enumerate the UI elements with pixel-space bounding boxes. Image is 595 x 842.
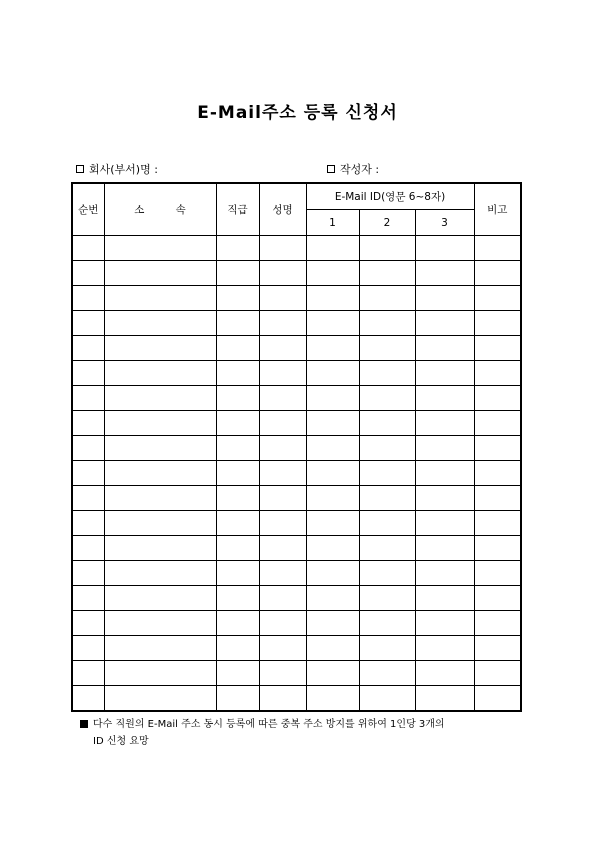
header-rank: 직급 [216, 183, 259, 236]
table-cell[interactable] [216, 236, 259, 261]
table-cell[interactable] [306, 361, 359, 386]
table-cell[interactable] [415, 561, 474, 586]
table-cell[interactable] [259, 536, 306, 561]
table-cell[interactable] [72, 661, 104, 686]
table-cell[interactable] [259, 561, 306, 586]
table-cell[interactable] [216, 311, 259, 336]
note-text-1: 다수 직원의 E-Mail 주소 동시 등록에 따른 중복 주소 방지를 위하여 1인당 3개의 [93, 719, 445, 730]
table-row [72, 561, 521, 586]
table-row [72, 511, 521, 536]
table-row [72, 411, 521, 436]
table-cell[interactable] [306, 461, 359, 486]
table-cell[interactable] [72, 436, 104, 461]
table-cell[interactable] [259, 586, 306, 611]
table-cell[interactable] [306, 336, 359, 361]
table-cell[interactable] [474, 436, 521, 461]
table-cell[interactable] [104, 461, 216, 486]
table-cell[interactable] [306, 611, 359, 636]
table-cell[interactable] [415, 611, 474, 636]
table-cell[interactable] [306, 686, 359, 712]
table-cell[interactable] [306, 411, 359, 436]
table-cell[interactable] [216, 261, 259, 286]
table-row [72, 461, 521, 486]
table-cell[interactable] [359, 386, 415, 411]
table-cell[interactable] [359, 261, 415, 286]
note-line-1 [80, 716, 530, 733]
table-cell[interactable] [104, 686, 216, 712]
table-cell[interactable] [359, 311, 415, 336]
registration-table [71, 182, 522, 712]
table-cell[interactable] [415, 311, 474, 336]
table-cell[interactable] [104, 261, 216, 286]
table-cell[interactable] [474, 486, 521, 511]
table-cell[interactable] [415, 586, 474, 611]
table-cell[interactable] [415, 386, 474, 411]
table-cell[interactable] [72, 336, 104, 361]
table-cell[interactable] [259, 361, 306, 386]
table-cell[interactable] [359, 586, 415, 611]
table-cell[interactable] [474, 286, 521, 311]
table-cell[interactable] [415, 411, 474, 436]
table-cell[interactable] [259, 486, 306, 511]
table-cell[interactable] [72, 686, 104, 712]
table-cell[interactable] [104, 661, 216, 686]
table-cell[interactable] [104, 611, 216, 636]
table-cell[interactable] [72, 286, 104, 311]
table-cell[interactable] [216, 636, 259, 661]
table-cell[interactable] [216, 686, 259, 712]
table-cell[interactable] [306, 561, 359, 586]
header-name: 성명 [259, 183, 306, 236]
checkbox-icon [327, 165, 335, 173]
table-cell[interactable] [216, 436, 259, 461]
table-cell[interactable] [359, 336, 415, 361]
table-cell[interactable] [306, 636, 359, 661]
table-cell[interactable] [216, 511, 259, 536]
document-title: E-Mail주소 등록 신청서 [197, 103, 398, 123]
table-cell[interactable] [72, 636, 104, 661]
table-cell[interactable] [306, 661, 359, 686]
table-row [72, 311, 521, 336]
table-cell[interactable] [216, 661, 259, 686]
table-cell[interactable] [104, 536, 216, 561]
table-cell[interactable] [104, 236, 216, 261]
table-cell[interactable] [415, 436, 474, 461]
table-cell[interactable] [359, 536, 415, 561]
table-row [72, 586, 521, 611]
table-cell[interactable] [415, 286, 474, 311]
table-cell[interactable] [359, 286, 415, 311]
table-cell[interactable] [359, 561, 415, 586]
table-cell[interactable] [72, 461, 104, 486]
table-cell[interactable] [474, 311, 521, 336]
table-cell[interactable] [259, 236, 306, 261]
table-cell[interactable] [216, 586, 259, 611]
table-cell[interactable] [259, 686, 306, 712]
table-row [72, 536, 521, 561]
table-cell[interactable] [259, 461, 306, 486]
header-seq: 순번 [72, 183, 104, 236]
table-cell[interactable] [259, 311, 306, 336]
table-cell[interactable] [474, 461, 521, 486]
table-cell[interactable] [474, 561, 521, 586]
table-cell[interactable] [359, 411, 415, 436]
header-email-1: 1 [306, 210, 359, 236]
table-cell[interactable] [72, 411, 104, 436]
table-cell[interactable] [259, 336, 306, 361]
table-cell[interactable] [474, 536, 521, 561]
table-cell[interactable] [104, 636, 216, 661]
table-cell[interactable] [359, 436, 415, 461]
note [80, 716, 530, 750]
table-cell[interactable] [474, 686, 521, 712]
table-cell[interactable] [359, 236, 415, 261]
table-cell[interactable] [72, 311, 104, 336]
table-cell[interactable] [104, 386, 216, 411]
table-cell[interactable] [216, 411, 259, 436]
table-cell[interactable] [474, 261, 521, 286]
table-cell[interactable] [306, 261, 359, 286]
table-row [72, 361, 521, 386]
table-cell[interactable] [216, 386, 259, 411]
table-cell[interactable] [259, 411, 306, 436]
table-cell[interactable] [306, 511, 359, 536]
table-body [72, 236, 521, 712]
table-cell[interactable] [104, 486, 216, 511]
table-row [72, 611, 521, 636]
table-cell[interactable] [415, 536, 474, 561]
table-cell[interactable] [104, 586, 216, 611]
header-dept: 소 속 [104, 183, 216, 236]
table-cell[interactable] [259, 611, 306, 636]
header-email-3: 3 [415, 210, 474, 236]
table-cell[interactable] [415, 461, 474, 486]
table-cell[interactable] [306, 486, 359, 511]
table-cell[interactable] [72, 236, 104, 261]
table-cell[interactable] [259, 436, 306, 461]
table-cell[interactable] [216, 461, 259, 486]
table-cell[interactable] [306, 311, 359, 336]
company-label: 회사(부서)명 : [89, 163, 158, 176]
table-cell[interactable] [474, 586, 521, 611]
company-field [76, 161, 158, 177]
table-cell[interactable] [72, 486, 104, 511]
table-cell[interactable] [415, 261, 474, 286]
table-cell[interactable] [474, 361, 521, 386]
table-row [72, 686, 521, 712]
table-cell[interactable] [415, 636, 474, 661]
table-cell[interactable] [259, 661, 306, 686]
table-cell[interactable] [359, 611, 415, 636]
table-cell[interactable] [415, 336, 474, 361]
table-cell[interactable] [72, 586, 104, 611]
author-field [327, 161, 379, 177]
table-cell[interactable] [474, 611, 521, 636]
table-cell[interactable] [216, 536, 259, 561]
table-cell[interactable] [359, 686, 415, 712]
author-label: 작성자 : [340, 163, 380, 176]
table-cell[interactable] [359, 361, 415, 386]
table-row [72, 286, 521, 311]
table-cell[interactable] [306, 386, 359, 411]
table-cell[interactable] [259, 636, 306, 661]
table-cell[interactable] [104, 561, 216, 586]
square-bullet-icon [80, 720, 88, 728]
table-cell[interactable] [415, 486, 474, 511]
table-cell[interactable] [415, 686, 474, 712]
table-cell[interactable] [259, 511, 306, 536]
table-cell[interactable] [474, 411, 521, 436]
table-cell[interactable] [306, 436, 359, 461]
table-cell[interactable] [104, 311, 216, 336]
table-cell[interactable] [72, 561, 104, 586]
table-cell[interactable] [306, 286, 359, 311]
table-row [72, 636, 521, 661]
table-row [72, 386, 521, 411]
table-cell[interactable] [104, 411, 216, 436]
table-cell[interactable] [104, 511, 216, 536]
table-cell[interactable] [216, 361, 259, 386]
table-cell[interactable] [474, 636, 521, 661]
checkbox-icon [76, 165, 84, 173]
table-cell[interactable] [474, 336, 521, 361]
table-cell[interactable] [104, 361, 216, 386]
note-line-2: ID 신청 요망 [93, 736, 149, 747]
table-cell[interactable] [216, 561, 259, 586]
table-row [72, 336, 521, 361]
table-cell[interactable] [259, 386, 306, 411]
header-email-group: E-Mail ID(영문 6~8자) [306, 183, 474, 210]
table-cell[interactable] [306, 586, 359, 611]
table-cell[interactable] [72, 536, 104, 561]
table-cell[interactable] [259, 286, 306, 311]
table-cell[interactable] [306, 536, 359, 561]
table-cell[interactable] [72, 261, 104, 286]
table-cell[interactable] [474, 511, 521, 536]
table-cell[interactable] [216, 486, 259, 511]
table-cell[interactable] [474, 661, 521, 686]
table-cell[interactable] [359, 461, 415, 486]
table-row [72, 236, 521, 261]
table-cell[interactable] [104, 286, 216, 311]
table-cell[interactable] [216, 611, 259, 636]
table-cell[interactable] [72, 511, 104, 536]
table-cell[interactable] [415, 236, 474, 261]
table-cell[interactable] [359, 636, 415, 661]
table-cell[interactable] [474, 386, 521, 411]
table-cell[interactable] [104, 436, 216, 461]
table-cell[interactable] [72, 611, 104, 636]
table-cell[interactable] [306, 236, 359, 261]
table-cell[interactable] [216, 336, 259, 361]
table-row [72, 436, 521, 461]
table-cell[interactable] [359, 486, 415, 511]
table-cell[interactable] [415, 511, 474, 536]
table-cell[interactable] [474, 236, 521, 261]
table-cell[interactable] [359, 511, 415, 536]
table-row [72, 486, 521, 511]
header-remarks: 비고 [474, 183, 521, 236]
table-row [72, 261, 521, 286]
header-email-2: 2 [359, 210, 415, 236]
table-row [72, 661, 521, 686]
table-cell[interactable] [104, 336, 216, 361]
table-cell[interactable] [216, 286, 259, 311]
table-cell[interactable] [72, 361, 104, 386]
table-cell[interactable] [72, 386, 104, 411]
table-cell[interactable] [259, 261, 306, 286]
table-cell[interactable] [415, 661, 474, 686]
table-cell[interactable] [415, 361, 474, 386]
table-cell[interactable] [359, 661, 415, 686]
